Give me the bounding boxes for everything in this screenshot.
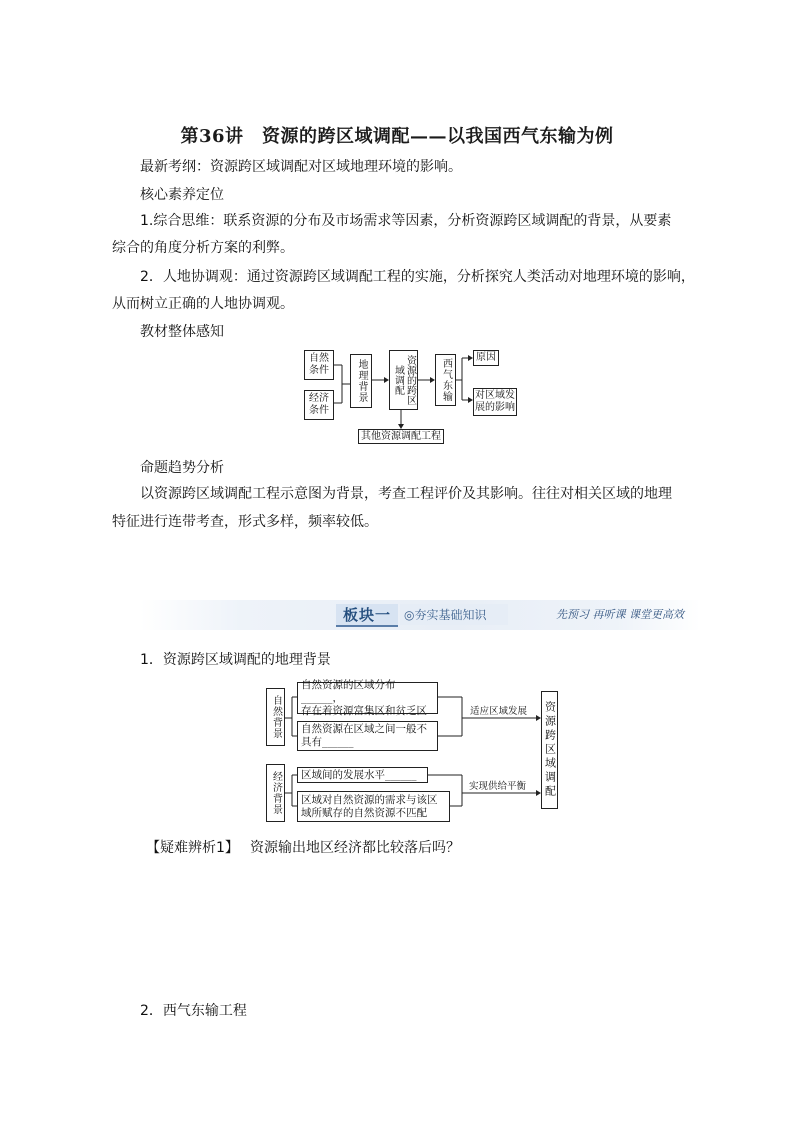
literacy-item-1: 1.综合思维：联系资源的分布及市场需求等因素，分析资源跨区域调配的背景，从要素 <box>140 213 672 229</box>
reasons-label: 原因 <box>476 352 496 363</box>
economic-background-label: 经济背景 <box>270 771 282 815</box>
west-east-gas-label: 西气东输 <box>440 358 452 402</box>
trend-heading: 命题趋势分析 <box>140 460 224 476</box>
development-level-label: 区域间的发展水平______ <box>301 768 417 781</box>
mobility-line-1: 自然资源在区域之间一般不 <box>301 723 427 735</box>
difficulty-question: 资源输出地区经济都比较落后吗？ <box>250 840 460 856</box>
mobility-box <box>297 721 438 751</box>
mismatch-line-2: 域所赋存的自然资源不匹配 <box>301 806 427 819</box>
banner-subtitle: ◎夯实基础知识 <box>400 604 508 625</box>
section-2-heading: 2．西气东输工程 <box>140 1003 247 1019</box>
mobility-line-2: 具有______ <box>301 736 354 748</box>
natural-background-label: 自然背景 <box>270 695 282 739</box>
geographic-background-label: 地理背景 <box>356 359 367 403</box>
resource-allocation-label: 资源的跨区域调配 <box>392 355 416 405</box>
core-literacy-heading: 核心素养定位 <box>140 187 224 203</box>
distribution-line-2: 存在着资源富集区和贫乏区 <box>301 704 427 717</box>
banner-slogan: 先预习 再听课 课堂更高效 <box>556 608 684 621</box>
natural-conditions-label: 自然条件 <box>309 353 329 376</box>
development-level-box <box>297 767 428 783</box>
banner-title: 板块一 <box>336 604 398 627</box>
trend-line-1: 以资源跨区域调配工程示意图为背景，考查工程评价及其影响。往往对相关区域的地理 <box>140 486 672 502</box>
section-1-heading: 1．资源跨区域调配的地理背景 <box>140 652 331 668</box>
regional-impact-label: 对区域发展的影响 <box>475 390 515 413</box>
resource-allocation-result-label: 资源跨区域调配 <box>543 701 557 799</box>
mismatch-line-1: 区域对自然资源的需求与该区 <box>301 793 438 806</box>
supply-balance-label: 实现供给平衡 <box>469 781 527 792</box>
exam-outline: 最新考纲：资源跨区域调配对区域地理环境的影响。 <box>140 159 462 175</box>
adapt-development-label: 适应区域发展 <box>470 706 528 717</box>
mismatch-box <box>297 791 450 822</box>
page-title: 第36讲 资源的跨区域调配——以我国西气东输为例 <box>180 126 614 147</box>
resource-allocation-result-box <box>541 691 558 809</box>
distribution-line-1: 自然资源的区域分布______， <box>301 678 396 704</box>
economic-conditions-label: 经济条件 <box>309 393 329 416</box>
distribution-box <box>297 678 438 717</box>
textbook-heading: 教材整体感知 <box>140 324 224 340</box>
economic-background-box <box>266 764 285 822</box>
difficulty-label: 【疑难辨析1】 <box>146 840 239 856</box>
trend-line-2: 特征进行连带考查，形式多样，频率较低。 <box>112 514 378 530</box>
literacy-item-2: 2．人地协调观：通过资源跨区域调配工程的实施，分析探究人类活动对地理环境的影响， <box>140 269 695 285</box>
natural-background-box <box>266 688 285 746</box>
other-projects-label: 其他资源调配工程 <box>361 430 441 442</box>
literacy-item-1-cont: 综合的角度分析方案的利弊。 <box>112 240 294 256</box>
literacy-item-2-cont: 从而树立正确的人地协调观。 <box>112 296 294 312</box>
